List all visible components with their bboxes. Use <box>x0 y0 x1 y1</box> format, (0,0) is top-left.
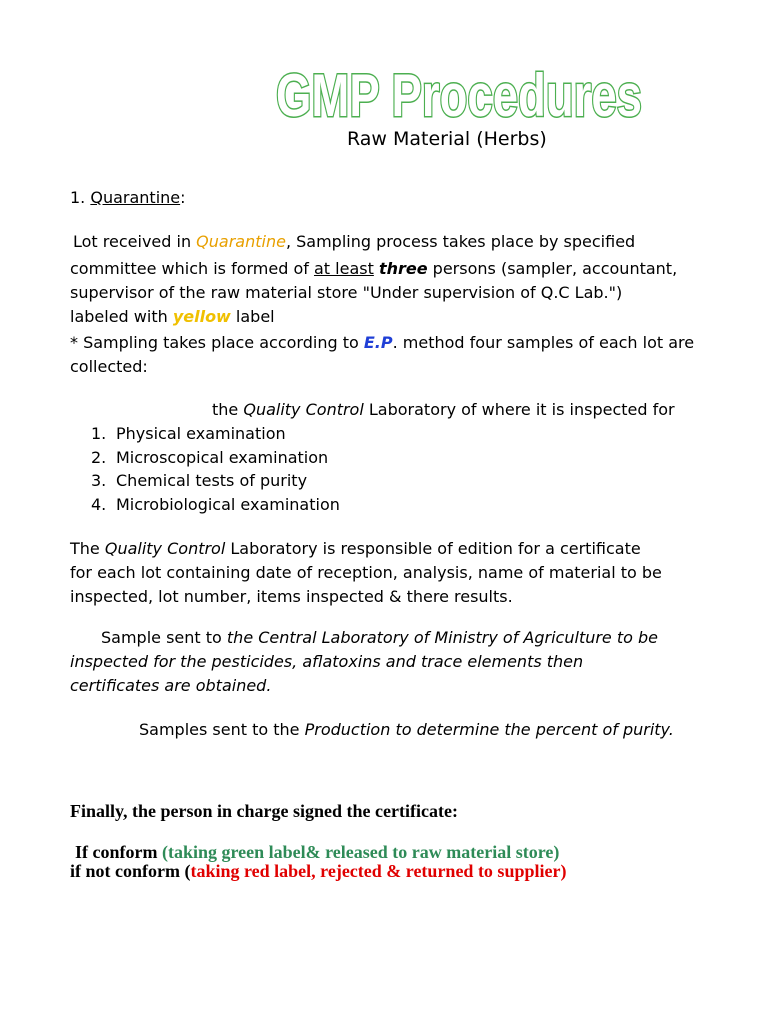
text: label <box>230 307 275 326</box>
text: Laboratory of where it is inspected for <box>363 400 675 419</box>
qc-term: Quality Control <box>104 539 226 558</box>
at-least-term: at least <box>313 259 374 278</box>
ep-term: E.P <box>363 333 393 352</box>
paragraph-line: inspected, lot number, items inspected & there results. <box>70 587 513 606</box>
text: , Sampling process takes place by specified <box>285 232 636 251</box>
paragraph-line <box>70 674 750 698</box>
qc-term: Quality Control <box>243 400 364 419</box>
paragraph-line <box>70 257 750 281</box>
text: Production to determine the percent of purity. <box>304 720 674 739</box>
paragraph-line: supervisor of the raw material store "Under supervision of Q.C Lab.") <box>70 283 623 302</box>
paragraph-central-lab <box>101 626 781 650</box>
final-statement: Finally, the person in charge signed the certificate: <box>70 801 458 821</box>
list-item <box>91 446 591 470</box>
text: persons (sampler, accountant, <box>427 259 678 278</box>
paragraph-lot-received <box>73 230 753 254</box>
three-term: three <box>378 259 428 278</box>
paragraph-sampling <box>70 331 750 355</box>
conform-line <box>75 842 755 862</box>
text: . method four samples of each lot are <box>392 333 695 352</box>
paragraph-qc-inspect <box>212 398 752 422</box>
text: the <box>212 400 244 419</box>
green-label-text: (taking green label& released to raw material store) <box>161 842 560 862</box>
text: The <box>70 539 105 558</box>
paragraph-line: collected: <box>70 357 148 376</box>
list-number: 3. <box>91 471 107 490</box>
paragraph-line <box>70 650 750 674</box>
section-name: Quarantine <box>90 188 181 207</box>
list-text: Physical examination <box>116 424 286 443</box>
title-wordart <box>272 60 652 129</box>
text: Lot received in <box>73 232 197 251</box>
paragraph-line: for each lot containing date of reception, analysis, name of material to be <box>70 563 662 582</box>
quarantine-term: Quarantine <box>196 232 286 251</box>
paragraph-production <box>139 718 759 742</box>
list-item <box>91 422 591 446</box>
list-item <box>91 469 591 493</box>
list-text: Microbiological examination <box>116 494 340 514</box>
text: If conform <box>75 842 162 862</box>
text: the Central Laboratory of Ministry of Agriculture to be <box>226 628 659 647</box>
text: Samples sent to the <box>139 720 305 739</box>
list-text: Microscopical examination <box>116 447 329 467</box>
not-conform-line <box>70 861 750 881</box>
text: Laboratory is responsible of edition for a certificate <box>225 539 641 558</box>
examination-list <box>91 422 591 516</box>
text: * Sampling takes place according to <box>70 333 364 352</box>
text: if not conform ( <box>70 861 191 881</box>
section-colon: : <box>180 188 186 207</box>
paragraph-line <box>70 305 750 329</box>
text: Sample sent to <box>101 628 227 647</box>
text: committee which is formed of <box>70 259 314 278</box>
page-title <box>0 60 768 130</box>
section-heading <box>70 186 186 210</box>
text: labeled with <box>70 307 173 326</box>
paragraph-certificate <box>70 537 750 561</box>
yellow-term: yellow <box>172 307 231 326</box>
list-text: Chemical tests of purity <box>116 471 308 490</box>
text: certificates are obtained. <box>70 676 272 695</box>
subtitle: Raw Material (Herbs) <box>347 128 547 150</box>
title-text: GMP Procedures <box>276 62 642 129</box>
list-number: 4. <box>91 494 107 514</box>
red-label-text: taking red label, rejected & returned to supplier) <box>190 861 567 881</box>
text: inspected for the pesticides, aflatoxins and trace elements then <box>70 652 584 671</box>
section-number: 1. <box>70 188 86 207</box>
list-number: 1. <box>91 424 107 443</box>
list-item <box>91 493 591 517</box>
list-number: 2. <box>91 447 107 467</box>
